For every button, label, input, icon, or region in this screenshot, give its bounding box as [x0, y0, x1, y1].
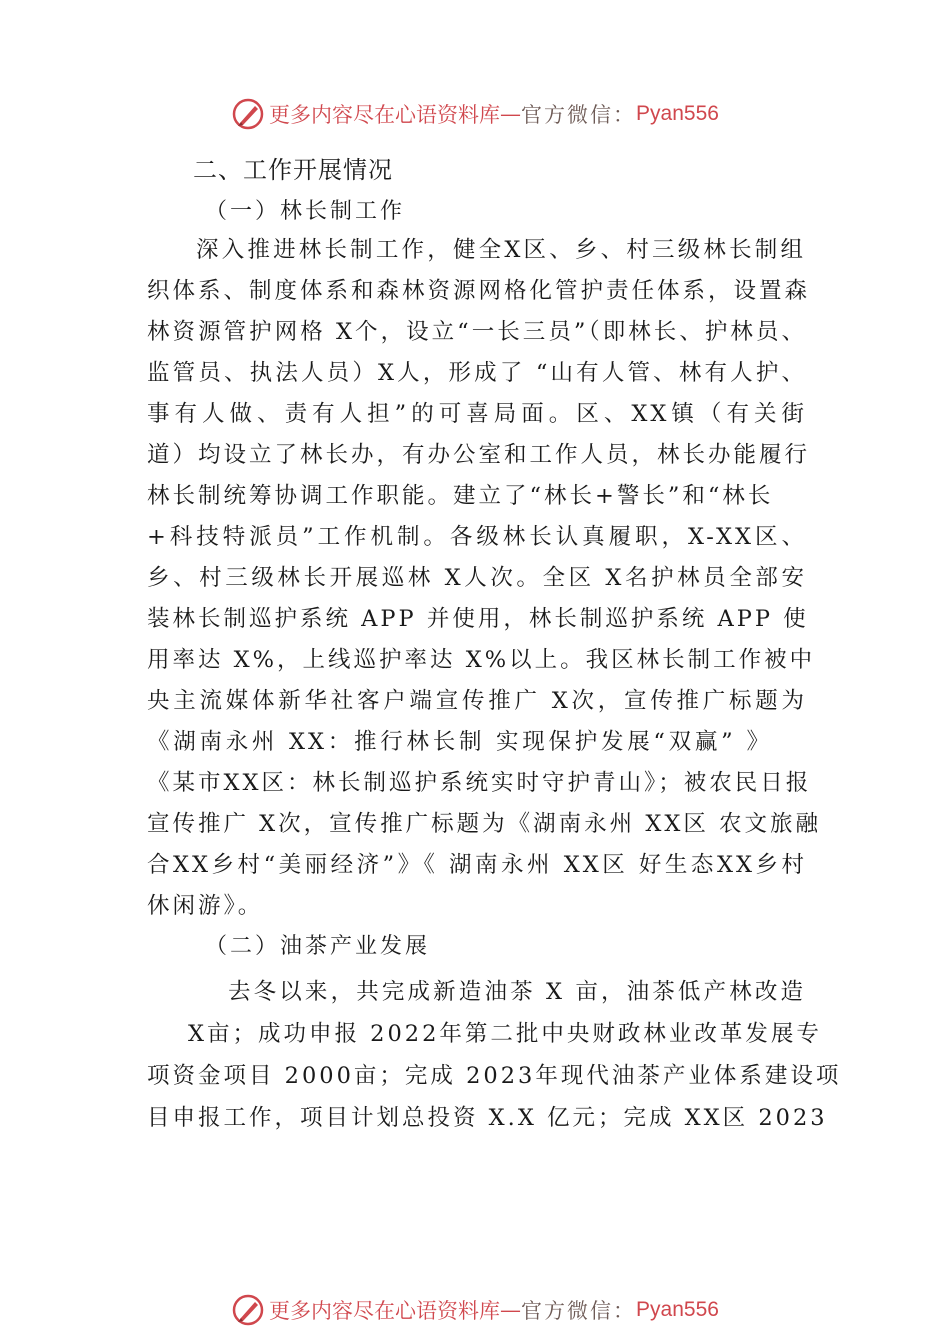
paragraph-line: 《某市XX区：林长制巡护系统实时守护青山》；被农民日报	[147, 770, 812, 796]
paragraph-line: X亩；成功申报 2022年第二批中央财政林业改革发展专	[188, 1021, 822, 1047]
paragraph-line: 合XX乡村“美丽经济”》《 湖南永州 XX区 好生态XX乡村	[147, 852, 807, 878]
paragraph-line: +科技特派员”工作机制。各级林长认真履职，X-XX区、	[147, 524, 807, 550]
paragraph-line: 目申报工作，项目计划总投资 X.X 亿元；完成 XX区 2023	[147, 1105, 828, 1131]
paragraph-line: 项资金项目 2000亩；完成 2023年现代油茶产业体系建设项	[147, 1063, 842, 1089]
banner-main-text: 更多内容尽在心语资料库	[269, 1299, 501, 1323]
section-heading: 二、工作开展情况	[193, 156, 393, 184]
banner-wechat-id: Pyan556	[636, 102, 719, 125]
paragraph-line: 休闲游》。	[147, 893, 264, 919]
banner-main-text: 更多内容尽在心语资料库	[269, 103, 501, 127]
paragraph-line: 林资源管护网格 X个，设立“一长三员”（即林长、护林员、	[147, 319, 807, 345]
paragraph-line: 用率达 X%，上线巡护率达 X%以上。我区林长制工作被中	[147, 647, 816, 673]
subsection-heading-forest-chief: （一）林长制工作	[205, 199, 406, 224]
banner-wechat-label: 官方微信：	[521, 1299, 637, 1323]
pen-circle-logo-icon	[231, 1293, 265, 1327]
paragraph-line: 织体系、制度体系和森林资源网格化管护责任体系，设置森	[147, 278, 811, 304]
paragraph-line: 装林长制巡护系统 APP 并使用，林长制巡护系统 APP 使	[147, 606, 809, 632]
subsection-heading-camellia-oil: （二）油茶产业发展	[205, 934, 431, 959]
pen-circle-logo-icon	[231, 97, 265, 131]
banner-dash: —	[500, 1298, 522, 1322]
paragraph-line: 宣传推广 X次，宣传推广标题为《湖南永州 XX区 农文旅融	[147, 811, 822, 837]
paragraph-line: 道）均设立了林长办，有办公室和工作人员，林长办能履行	[147, 442, 811, 468]
watermark-banner-bottom	[0, 1290, 950, 1330]
paragraph-line: 深入推进林长制工作，健全X区、乡、村三级林长制组	[196, 237, 806, 263]
paragraph-line: 央主流媒体新华社客户端宣传推广 X次，宣传推广标题为	[147, 688, 807, 714]
paragraph-line: 林长制统筹协调工作职能。建立了“林长+警长”和“林长	[147, 483, 774, 509]
banner-wechat-id: Pyan556	[636, 1298, 719, 1321]
watermark-banner-top	[0, 94, 950, 134]
paragraph-line: 事有人做、责有人担”的可喜局面。区、XX镇（有关街	[147, 401, 807, 427]
paragraph-line: 监管员、执法人员）X人，形成了 “山有人管、林有人护、	[147, 360, 807, 386]
paragraph-line: 《湖南永州 XX：推行林长制 实现保护发展“双赢” 》	[147, 729, 772, 755]
paragraph-line: 乡、村三级林长开展巡林 X人次。全区 X名护林员全部安	[147, 565, 807, 591]
banner-wechat-label: 官方微信：	[521, 103, 637, 127]
banner-dash: —	[500, 102, 522, 126]
paragraph-line: 去冬以来，共完成新造油茶 X 亩，油茶低产林改造	[228, 979, 806, 1005]
